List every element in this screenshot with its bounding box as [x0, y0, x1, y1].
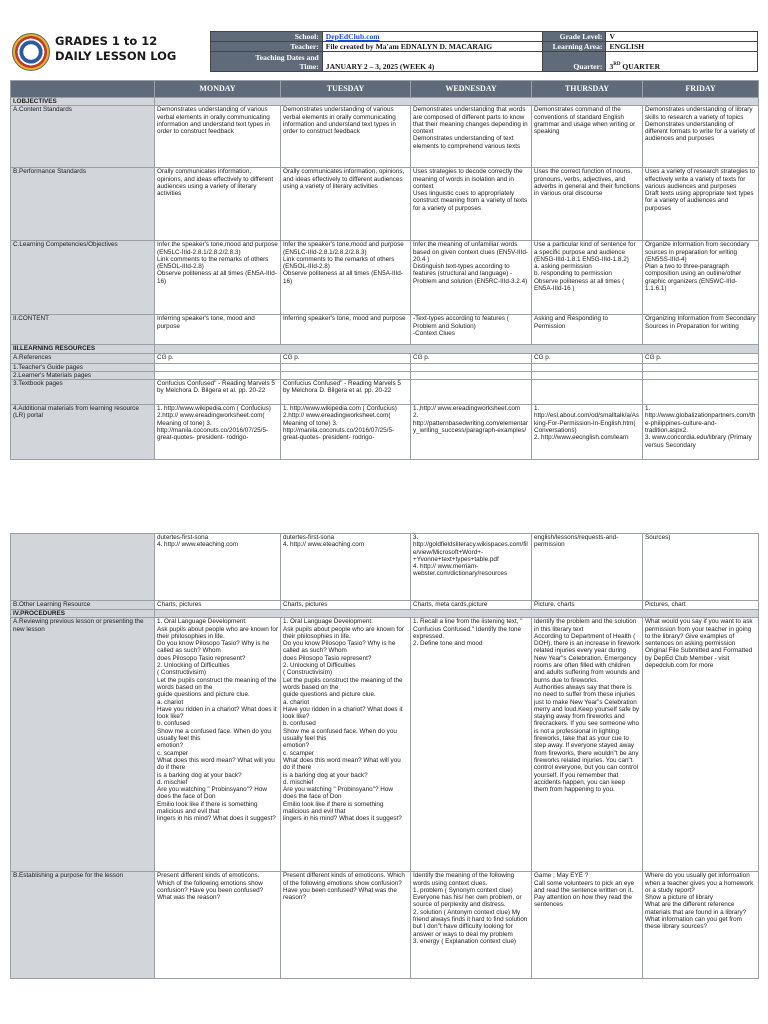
cell-wednesday: [411, 380, 532, 405]
table-row-continued: [11, 534, 759, 601]
cell-tuesday: 1. Oral Language Development: Ask pupils about people who are known for their philosophies in life. Do you know Pilosopo Tasio? Why is he called as such? Whom does Pilosopo Tasio represent? 2. Unlocking of Difficulties ( Constructivisim) Let the pupils construct the meaning of the words based on the guide questions and picture clue. a. chariot Have you ridden in a chariot? What does it look like? b. confused Show me a confused face. When do you usually feel this emotion? c. scamper What does this word mean? What will you do if there is a barking dog at your back? d. mischief Are you watching " Probinsyano"? How does the face of Don Emilio look like if there is something malicious and evil that lingers in his mind? What does it suggest?: [281, 618, 411, 872]
table-row-b-other-learning-resource: [11, 601, 759, 610]
learning-area-value: ENGLISH: [606, 42, 758, 52]
section-title: IV.PROCEDURES: [11, 610, 155, 618]
row-label: A.Content Standards: [11, 106, 155, 168]
cell-monday: dutertes-first-sona 4. http:// www.eteaching.com: [155, 534, 281, 601]
section-header-row: [11, 610, 759, 618]
cell-thursday: [532, 363, 643, 371]
section-header-row: [11, 98, 759, 106]
day-header-wednesday: WEDNESDAY: [411, 81, 532, 98]
cell-monday: Inferring speaker's tone, mood and purpose: [155, 315, 281, 345]
row-label: 4.Additional materials from learning resource (LR) portal: [11, 405, 155, 460]
cell-wednesday: 3. http://goldfieldsliteracy.wikispaces.com/file/view/Microsoft+Word+-+Yvonne+text+types+table.pdf 4. http:// www.merriam-webster.com/dictionary/resources: [411, 534, 532, 601]
cell-wednesday: Demonstrates understanding that words are composed of different parts to know that their meaning changes depending in context Demonstrates understanding of text elements to comprehend various texts: [411, 106, 532, 168]
day-header-tuesday: TUESDAY: [281, 81, 411, 98]
table-row-ii-content: [11, 315, 759, 345]
quarter-label: Quarter:: [542, 52, 606, 72]
table-row-2-learner-s-materials-pages: [11, 371, 759, 379]
cell-thursday: Game ; May EYE ? Call some volunteers to pick an eye and read the sentence written on it. Pay attention on how they read the sentences: [532, 872, 643, 979]
cell-friday: Sources): [643, 534, 759, 601]
cell-wednesday: [411, 363, 532, 371]
school-label: School:: [211, 32, 323, 42]
cell-tuesday: Confucius Confused" - Reading Marvels 5 by Melchora D. Bilgera et al. pp. 20-22: [281, 380, 411, 405]
cell-thursday: Demonstrates command of the conventions of standard English grammar and usage when writing or speaking: [532, 106, 643, 168]
cell-thursday: [532, 371, 643, 379]
section-filler: [155, 98, 759, 106]
document-header: [10, 31, 758, 74]
teaching-dates-label: [211, 52, 323, 72]
cell-friday: [643, 380, 759, 405]
cell-wednesday: Identify the meaning of the following words using context clues. 1. problem ( Synonym context clue) Everyone has his/ her own problem, or source of perplexity and distress. 2. solution ( Antonym context clue) My friend always finds it hard to find solution but I don"t have difficulty looking for answer or ways to deal my problem 3. energy ( Explanation context clue): [411, 872, 532, 979]
title-line-1: GRADES 1 to 12: [55, 34, 158, 48]
grade-level-label: Grade Level:: [542, 32, 606, 42]
cell-monday: Infer the speaker's tone,mood and purpose (EN5LC-IIId-2.8.1/2.8.2/2.8.3) Link comments to the remarks of others (EN5OL-IIId-2.8) Observe politeness at all times (EN5A-IIId-16): [155, 241, 281, 315]
cell-friday: Uses a variety of research strategies to effectively write a variety of texts for various audiences and purposes Draft texts using appropriate text types for a variety of audiences and purposes: [643, 168, 759, 241]
table-row-b-performance-standards: [11, 168, 759, 241]
row-label: II.CONTENT: [11, 315, 155, 345]
cell-friday: [643, 371, 759, 379]
row-label: A.References: [11, 353, 155, 363]
cell-friday: What would you say if you want to ask permission from your teacher in going to the library? Give examples of sentences on asking permission Original File Submitted and Formatted by DepEd Club Member - visit depedclub.com for more: [643, 618, 759, 872]
row-label: C.Learning Competencies/Objectives: [11, 241, 155, 315]
cell-tuesday: dutertes-first-sona 4. http:// www.eteaching.com: [281, 534, 411, 601]
quarter-suffix: RD: [613, 62, 621, 67]
table-row-1-teacher-s-guide-pages: [11, 363, 759, 371]
cell-thursday: english/lessons/requests-and-permission: [532, 534, 643, 601]
cell-tuesday: CG p.: [281, 353, 411, 363]
table-row-a-content-standards: [11, 106, 759, 168]
school-value-link[interactable]: DepEdClub.com: [322, 32, 542, 42]
cell-monday: Present different kinds of emoticons. Which of the following emotions show confusion? Have you been confused? What was the reason?: [155, 872, 281, 979]
cell-monday: [155, 363, 281, 371]
cell-thursday: Identify the problem and the solution in this literary text According to Department of Health ( DOH), there is an increase in firework related injuries every year during New Year"s Celebration. Emergency rooms are often filled with children and adults suffering from wounds and burns due to fireworks. Authorities always say that there is no need to suffer from these injuries just to make New Year"s Celebration merry and loud.Keep yourself safe by staying away from fireworks and firecrackers. If you see someone who is not a professional in lighting fireworks, take that as your cue to step away. If everyone stayed away from fireworks, there wouldn"t be any fireworks related injuries. You can"t control everyone, but you can control yourself. If you remember that accidents happen, you can keep them from happening to you.: [532, 618, 643, 872]
document-title: [55, 34, 176, 64]
lesson-log-page-1: [0, 0, 768, 470]
section-filler: [155, 345, 759, 353]
section-title: III.LEARNING RESOURCES: [11, 345, 155, 353]
cell-tuesday: Infer the speaker's tone,mood and purpose (EN5LC-IIId-2.8.1/2.8.2/2.8.3) Link comments to the remarks of others (EN5OL-IIId-2.8) Observe politeness at all times (EN5A-IIId-16): [281, 241, 411, 315]
cell-monday: [155, 371, 281, 379]
lesson-log-page-2: [0, 528, 768, 1024]
cell-tuesday: Present different kinds of emoticons. Which of the following emotions show confusion? Have you been confused? What was the reason?: [281, 872, 411, 979]
cell-tuesday: [281, 371, 411, 379]
cell-wednesday: 1. Recall a line from the listening text, " Confucius Confused." Identify the tone expressed. 2. Define tone and mood: [411, 618, 532, 872]
teaching-dates-label-line-2: Time:: [299, 61, 319, 71]
section-filler: [155, 610, 759, 618]
row-label: 3.Textbook pages: [11, 380, 155, 405]
cell-monday: CG p.: [155, 353, 281, 363]
cell-tuesday: Demonstrates understanding of various verbal elements in orally communicating information and understand text types in order to construct feedback: [281, 106, 411, 168]
learning-area-label: Learning Area:: [542, 42, 606, 52]
cell-thursday: Uses the correct function of nouns, pronouns, verbs, adjectives, and adverbs in general and their functions in various oral discourse: [532, 168, 643, 241]
cell-wednesday: 1.,http:// www.ereadingworksheet.com 2. http://patternbasedwriting.com/elementary_writing_success/paragraph-examples/: [411, 405, 532, 460]
cell-thursday: Asking and Responding to Permission: [532, 315, 643, 345]
cell-friday: 1. http://www.globalizationpartners.com/the-philippines-culture-and-tradition.aspx2. 3. www.concordia.edu/library (Primary versus Secondary: [643, 405, 759, 460]
cell-wednesday: Infer the meaning of unfamiliar words based on given context clues (EN5V-IIId-20.4 ) Distinguish text-types according to features (structural and language) -Problem and solution (EN5RC-IIId-3.2.4): [411, 241, 532, 315]
cell-tuesday: 1. http://www.wikipedia.com ( Confucius) 2.http:// www.ereadingworksheet.com( Meaning of tone) 3. http://manila.coconuts.co/2016/07/25/5-great-quotes- president- rodrigo-: [281, 405, 411, 460]
table-row-4-additional-materials-from-learning-resource-lr-portal: [11, 405, 759, 460]
row-label: B.Other Learning Resource: [11, 601, 155, 610]
cell-monday: Orally communicates information, opinions, and ideas effectively to different audiences using a variety of literary activities: [155, 168, 281, 241]
deped-seal-icon: [12, 33, 50, 71]
header-info-table: [210, 31, 758, 72]
cell-monday: Charts, pictures: [155, 601, 281, 610]
row-label: 2.Learner's Materials pages: [11, 371, 155, 379]
day-header-thursday: THURSDAY: [532, 81, 643, 98]
day-header-monday: MONDAY: [155, 81, 281, 98]
cell-monday: Demonstrates understanding of various verbal elements in orally communicating information and understand text types in order to construct feedback: [155, 106, 281, 168]
table-row-3-textbook-pages: [11, 380, 759, 405]
cell-tuesday: [281, 363, 411, 371]
cell-wednesday: -Text-types according to features ( Problem and Solution) -Context Clues: [411, 315, 532, 345]
cell-monday: 1. Oral Language Development: Ask pupils about people who are known for their philosophies in life. Do you know Pilosopo Tasio? Why is he called as such? Whom does Pilosopo Tasio represent? 2. Unlocking of Difficulties ( Constructivisim) Let the pupils construct the meaning of the words based on the guide questions and picture clue. a. chariot Have you ridden in a chariot? What does it look like? b. confused Show me a confused face. When do you usually feel this emotion? c. scamper What does this word mean? What will you do if there is a barking dog at your back? d. mischief Are you watching " Probinsyano"? How does the face of Don Emilio look like if there is something malicious and evil that lingers in his mind? What does it suggest?: [155, 618, 281, 872]
title-line-2: DAILY LESSON LOG: [55, 49, 177, 63]
cell-tuesday: Charts, pictures: [281, 601, 411, 610]
cell-thursday: [532, 380, 643, 405]
table-row-b-establishing-a-purpose-for-the-lesson: [11, 872, 759, 979]
cell-friday: Where do you usually get information when a teacher gives you a homework or a study report? Show a picture of library What are the different reference materials that are found in a library? What information can you get from these library sources?: [643, 872, 759, 979]
cell-thursday: Use a particular kind of sentence for a specific purpose and audience (EN5G-IIId-1.8.1 EN5G-IIId-1.8.2) a. asking permission b. responding to permission Observe politeness at all times ( EN5A-IIId-16 ): [532, 241, 643, 315]
cell-wednesday: Uses strategies to decode correctly the meaning of words in isolation and in context Uses linguistic cues to appropriately construct meaning from a variety of texts for a variety of purposes: [411, 168, 532, 241]
cell-tuesday: Inferring speaker's tone, mood and purpose: [281, 315, 411, 345]
quarter-number: 3: [609, 62, 614, 71]
day-header-friday: FRIDAY: [643, 81, 759, 98]
cell-thursday: Picture, charts: [532, 601, 643, 610]
cell-thursday: CG p.: [532, 353, 643, 363]
teacher-value: File created by Ma'am EDNALYN D. MACARAIG: [322, 42, 542, 52]
cell-thursday: 1. http://esl.about.com/od/smalltalk/a/Asking-For-Permission-In-English.htm( Conversations) 2. http://www.eecnglish.com/learn: [532, 405, 643, 460]
cell-friday: Organizing Information from Secondary Sources in Preparation for writing: [643, 315, 759, 345]
grade-level-value: V: [606, 32, 758, 42]
row-label: B.Performance Standards: [11, 168, 155, 241]
teaching-dates-value: JANUARY 2 – 3, 2025 (WEEK 4): [322, 52, 542, 72]
cell-friday: Organize information from secondary sources in preparation for writing (EN5SS-IIId-4) Plan a two to three-paragraph composition using an outline/other graphic organizers (EN5WC-IIId-1.1.6.1): [643, 241, 759, 315]
cell-monday: Confucius Confused" - Reading Marvels 5 by Melchora D. Bilgera et al. pp. 20-22: [155, 380, 281, 405]
row-label: B.Establishing a purpose for the lesson: [11, 872, 155, 979]
quarter-value: [606, 52, 758, 72]
row-label: 1.Teacher's Guide pages: [11, 363, 155, 371]
table-row-a-references: [11, 353, 759, 363]
cell-wednesday: CG p.: [411, 353, 532, 363]
cell-friday: CG p.: [643, 353, 759, 363]
corner-cell: [11, 81, 155, 98]
section-header-row: [11, 345, 759, 353]
row-label: [11, 534, 155, 601]
cell-wednesday: Charts, meta cards,picture: [411, 601, 532, 610]
lesson-log-table-1: [10, 80, 759, 460]
teacher-label: Teacher:: [211, 42, 323, 52]
cell-friday: [643, 363, 759, 371]
section-title: I.OBJECTIVES: [11, 98, 155, 106]
cell-wednesday: [411, 371, 532, 379]
quarter-word: QUARTER: [620, 62, 661, 71]
cell-friday: Demonstrates understanding of library skills to research a variety of topics Demonstrates understanding of different formats to write for a variety of audiences and purposes: [643, 106, 759, 168]
table-row-c-learning-competencies-objectives: [11, 241, 759, 315]
row-label: A.Reviewing previous lesson or presenting the new lesson: [11, 618, 155, 872]
teaching-dates-label-line-1: Teaching Dates and: [255, 52, 319, 62]
lesson-log-table-2: [10, 533, 759, 979]
table-row-a-reviewing-previous-lesson-or-presenting-the-new-lesson: [11, 618, 759, 872]
cell-friday: Pictures, chart: [643, 601, 759, 610]
cell-tuesday: Orally communicates information, opinions, and ideas effectively to different audiences using a variety of literary activities: [281, 168, 411, 241]
day-header-row: [11, 81, 759, 98]
cell-monday: 1. http://www.wikipedia.com ( Confucius) 2.http:// www.ereadingworksheet.com( Meaning of tone) 3. http://manila.coconuts.co/2016/07/25/5-great-quotes- president- rodrigo-: [155, 405, 281, 460]
